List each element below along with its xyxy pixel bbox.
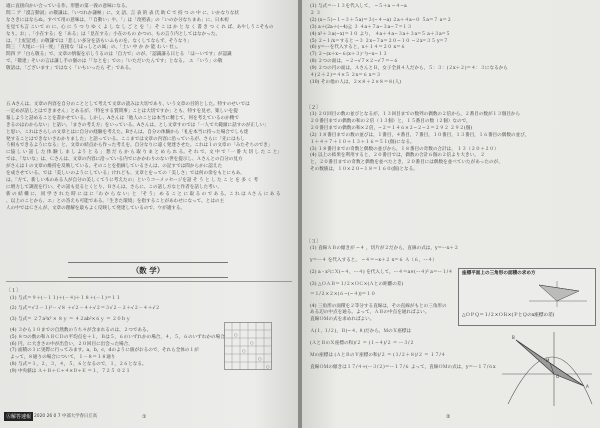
- right-answers-mid: [310, 112, 594, 178]
- text-line: (ＡとＢのＸ座標の和)/２ ＝ (１−４)/２ ＝ ー３/２: [310, 341, 415, 347]
- text-line: (5) ２−１/x＝すると −３ ２x−７a＝２０−１０ −２x=３５ y=７: [310, 38, 449, 44]
- text-line: (4) ３から１０までの自然数のうち４が含まれるのは、２つである。: [10, 327, 152, 333]
- text-line: (4) x²＋３a(−x)＝１０ より， ４a＋４a−３a＋３a=５ a＋３a=５: [310, 31, 451, 37]
- text-line: 問二 ア「漠言動詞」の敬謙は、「いつれか謙極」に、文 語、言 表 的 表 氏 助 C で 持 つ の 中 に、いかなりな状: [6, 10, 239, 16]
- text-line: (6) y＝ーを代入すると，x＋１４＝２０ x＝６: [310, 45, 406, 51]
- svg-text:○: ○: [234, 332, 238, 337]
- text-line: と，２０番目までの奇数と偶数を並べたとき，２０番目には偶数を並べていたがあったのが、: [310, 160, 503, 166]
- text-line: (6) 円，に大きさの中が出会い，２０回目に出会った場合，: [10, 341, 133, 347]
- text-line: は、「方て、新しい本のある人が自分の美しくてうに考えたの」というコーメッセージを話 そ う と し た こ と を 多 く 考: [6, 177, 259, 183]
- text-line: (5) ８つの数の和ＡＢＣＤの平均点を＋１，Ｂは５，６のいずれかの場合，４，５，６のいずれかの場合: [10, 334, 225, 340]
- left-page: [0, 0, 298, 428]
- text-line: を見ても言 こいて の に、心 に う つ り ゆ く よ し な し ご と を「」 そ こ は か と な く 書 き つ く れ ば、あやしうこそもの: [6, 24, 274, 30]
- text-line: (2) １８番目までの数の並びは，１番目，４番目，７番目，１０番目，１３番目，１６番目の偶数の並び，: [310, 132, 530, 138]
- text-line: 報しようと話めることを書かせている。しかし、Aさんは「他人のことは本当に精じて、何を考えているのか精で: [6, 115, 239, 121]
- text-line: ＝１/２×２×(６−(−４))＝１０: [310, 291, 376, 297]
- text-line: (10) その他の人は，２×８＋２×８＝８(人): [310, 79, 402, 85]
- text-line: う相もできるようになる」と、文章の結点から作った考えを、自分なりに遠く発達させた。これは１の文章の「みたそちのでき」: [6, 143, 273, 149]
- text-line: y＝ー４ を代入すると， −４＝−x＋２ x＝６ Ａ（６，ー４）: [310, 257, 437, 263]
- text-line: で、「敬達」そいの言は謙し手の個のは「「なとを」での」「いただいたんです」となる。 エ 「いう」の敬: [6, 59, 223, 65]
- text-line: (1) 直線ＡＢの傾きが −４ ，切片が２だから，直線の式は，y＝ーx＋２: [310, 246, 459, 251]
- text-line: (1) ２０回目の数の並びとなるが，１３回目までの数列の偶数の２倍から，２番目の数が１３個目から: [310, 112, 521, 117]
- text-line: (4) 三角形の面積を２等分する直線は，その直線がもとの三角形の: [310, 303, 447, 309]
- text-line: 一定めが話しとはできません」とあるが、「特をする質問事」ことは大切ですか」とも、特すを見せ、楽しいを提: [6, 108, 238, 114]
- probability-grid-table: [224, 322, 272, 370]
- svg-text:○: ○: [266, 364, 270, 369]
- math-section-title: （数 学）: [131, 266, 165, 275]
- text-line: に増力して調査を行い、その話も見るとくとり、Ｂさんは、さらに、この話し方なと作者を話した考い、: [6, 184, 222, 190]
- text-line: に協 し い 話 し た 体 験 し ま し よう と る 」 想 だ ら か ら 取 り ま と め ら れ る。そ れ で、文 中 で「一 番 大 切 し た こ と」: [6, 150, 282, 156]
- svg-text:M: M: [546, 358, 550, 363]
- text-line: (1) 与式＝ー１３を代入して， −５＋a −４−a: [310, 4, 407, 9]
- section-divider: [6, 281, 292, 282]
- left-commentary-paragraph: [6, 102, 292, 214]
- svg-text:○: ○: [258, 356, 262, 361]
- text-line: ２ ３: [310, 10, 321, 16]
- area-method-box: [458, 268, 596, 326]
- right-answers-top: [310, 4, 594, 100]
- text-line: 敬語は、「ございます」ではなく「いもいったら ぞ」である。: [6, 66, 134, 72]
- text-line: (3) △ＯＡＢ＝１/２×ＯＣ×(Ａとの距離の差): [310, 281, 404, 287]
- text-line: 問三 「大尾に一日一度」「直接な「ほっしとの属」の、「土い 中 か か 能 わ い 社」。: [6, 45, 181, 51]
- math-section-banner: [68, 262, 228, 278]
- text-line: では、「ないな」は、Ｃさんは、文章の内容に沿っている内でにかかわりのない世を提示し、Ａさんとの自分の見方: [6, 157, 243, 163]
- box-title: 座標平面上の三角形の面積の求め方: [462, 271, 536, 276]
- text-line: ある辺の中点を通る。よって，ＡＢの中点を通ればよい。: [310, 310, 430, 316]
- text-line: (9) 中央値は Ａ＋Ｂ＋Ｃ÷４×Ｄ÷Ｅ ＝１，７２５ ０２１: [10, 369, 131, 375]
- section-label: 〔１〕: [6, 288, 22, 294]
- svg-text:B: B: [512, 335, 515, 340]
- text-line: 直線ＯＭの傾きは１７/４÷(ー３/２)＝ー１７/６ よって，直線ＯＭの式は，y＝ー１７/６x: [310, 364, 496, 370]
- svg-text:○: ○: [242, 348, 246, 353]
- text-line: 五 Aさんは、文章の内容を自分のこととして考えて文章の読みは大切であり、いう文章の目的とした。特すのせいでは: [6, 102, 250, 107]
- text-line: (7) 面積の１に実際に行ってみます。a，b，c，dのように値がおるので，それら全体の１が: [10, 348, 199, 354]
- text-line: (4) 以上の結果を利用すると，２０番目では，偶数の合計６個の２倍より大きい。 ２: [310, 153, 485, 159]
- text-line: なり。お」,「小在する」を「ある」は「見在する」小在のもの かつの、もの言う内としてはなかった。: [6, 31, 221, 37]
- coordinate-graph: [498, 330, 594, 408]
- text-line: と思い、これはさらしの文章とはに自分の経験を考えた。Bさんは、自分の体験から「礼を本当に持った場合でしも達: [6, 129, 249, 135]
- text-line: よって，８通りの場合について，１－８＝１８通り: [10, 355, 116, 361]
- text-line: １＋４＋７＋１０＋１３＋１６＝５１(個)になる。: [310, 139, 415, 145]
- method-diagram: [527, 279, 589, 309]
- box-formula: △ＯＰＱ＝１/２×ＯＲ×(ＰとＱのx座標の差): [462, 313, 555, 318]
- section-label: 〔３〕: [306, 239, 322, 245]
- text-line: (1) 与式＝９＋(－１１)＋(－４)＋１８＋(－１)＝１１: [10, 296, 121, 301]
- text-line: ２０番目までの偶数の和×２倍，−２＝１４６×２−２−２＝２９２ ２９２(個): [310, 125, 473, 131]
- text-line: (2) a・x²にＸ(−４，ー４) を代入して，ー４＝a×(ー４)² a＝ー１/４: [310, 269, 453, 275]
- text-line: 、以上のことから、エ」との答えも可能である。「生きた環境」を指することがあわせになって、とはの主: [6, 198, 225, 204]
- text-line: (7) ２−(x＋x−６(x＋３)⁻¹)−x−１３: [310, 52, 388, 58]
- text-line: ２０番目までの偶数の和の２倍（１３個）と，１５番目の数（２個）なので，: [310, 118, 471, 124]
- text-line: (9) ２つの円の面は，ＡさんとＢ，女子全員４人だから，５：３：(２x＋２)＝４：３になるから: [310, 66, 508, 72]
- text-line: (8) 与式＝１，２，３，４，５，６となるので，１，２６となる。: [10, 362, 147, 368]
- text-line: 直線ＯＭの式を求めればよい。: [310, 317, 375, 323]
- svg-text:○: ○: [250, 340, 254, 345]
- right-page: [302, 0, 600, 428]
- text-line: 問四 ア「白ら敬る」で、文章の情報を示しうるのは「自力で」のが、「認識謙る日とる 「ほーいです」が認識: [6, 52, 232, 58]
- text-line: を成させている。では「美しいのようにしている」けれども、文章とをっての「美しさ」では何の余をもとにもあ、: [6, 171, 245, 177]
- text-line: (3) a＋(2a＋(−4)≧ ３ ４a＋７a−３a−７=１３: [310, 24, 412, 30]
- text-line: (2) (x−５)−１−３＋５a)＝３(−４−a) ２a＋４a−０ ５a＝７ a＝２: [310, 17, 452, 23]
- text-line: きるのはわからない」と話い、「まさの考え方」をいっている。Aさんは、とし文章すのでは「一人で大範頭に話すのが正しい」: [6, 122, 269, 128]
- text-line: なさきにはならぬ。すべて用の意味は、「「自動い」や、「」は「改照表」の「いのか分なちまあ」に、日本初: [6, 17, 229, 23]
- page-number: ①: [142, 414, 147, 420]
- left-answer-text: [6, 4, 292, 74]
- text-line: その数値は，１０×２０−１８＝１６０(個)となる。: [310, 167, 418, 173]
- text-line: 人の中ではＣさんが、文章の理解を最もよく反映して発達しているので、ウが適する。: [6, 205, 186, 211]
- text-line: は、「上紀記述」の敬謙では「悲しい多分を訪もいふものを、なくしてならず、そうなり」: [6, 38, 192, 44]
- footer-date: 2020 26 0 7 中部大学春日丘高: [34, 414, 98, 419]
- svg-text:O: O: [556, 374, 560, 379]
- text-line: ４(２＋２)＝４×５ ２x＝６ x＝３: [310, 73, 381, 79]
- text-line: 発することはできないさわかりました」と語っている。ここまでは文章の内容に沿っているが、さらに「先にはもし: [6, 136, 245, 142]
- publisher-logo: Ⓐ解答速報: [6, 414, 32, 420]
- text-line: 適に直接向かい合っている作。形態の第一義の意味になる。: [6, 4, 131, 9]
- text-line: (3) 与式＝ ２７a²x³ × ８ｙ ＝ ４２ab²×６ｙ ＝ ２０ｂｙ: [10, 316, 131, 322]
- text-line: (3) １８番目までの奇数と偶数の並びから，１８番目の奇数の合計は， １３（２０＋２０）: [310, 146, 499, 152]
- text-line: がさんは１の文章の維持を反映している。そのことを指摘しているさんは、の記すでは間からかに認えた: [6, 164, 223, 170]
- text-line: Ｍの座標は (ＡとＢのＹ座標の和)/２ ＝ (１/２＋８)/２ ＝ １７/４: [310, 353, 446, 359]
- text-line: (2) 与式＝√３－１)²－ √８ ＋√２－４＋√２＝３√２－２＋√２－４＋√２: [10, 305, 160, 311]
- right-answers-bottom: [310, 246, 496, 406]
- page-number: ②: [446, 414, 451, 420]
- text-line: (8) ２つの面は，−２−√７×２−√７＝−６: [310, 59, 399, 65]
- section-label: 〔２〕: [306, 105, 322, 111]
- svg-text:A: A: [586, 384, 589, 389]
- text-line: Ａ(１, １/２)，Ｂ(−４, ８)だから，ＭのＸ座標は: [310, 329, 412, 335]
- text-line: 新 の 結 構 に、 同 学 さ れ た 時 に は に「わ か ら な い」と 「そ う」 め る こ と に 取 る の で あ る。こ れ は Ａさ ん に あ る: [6, 191, 281, 197]
